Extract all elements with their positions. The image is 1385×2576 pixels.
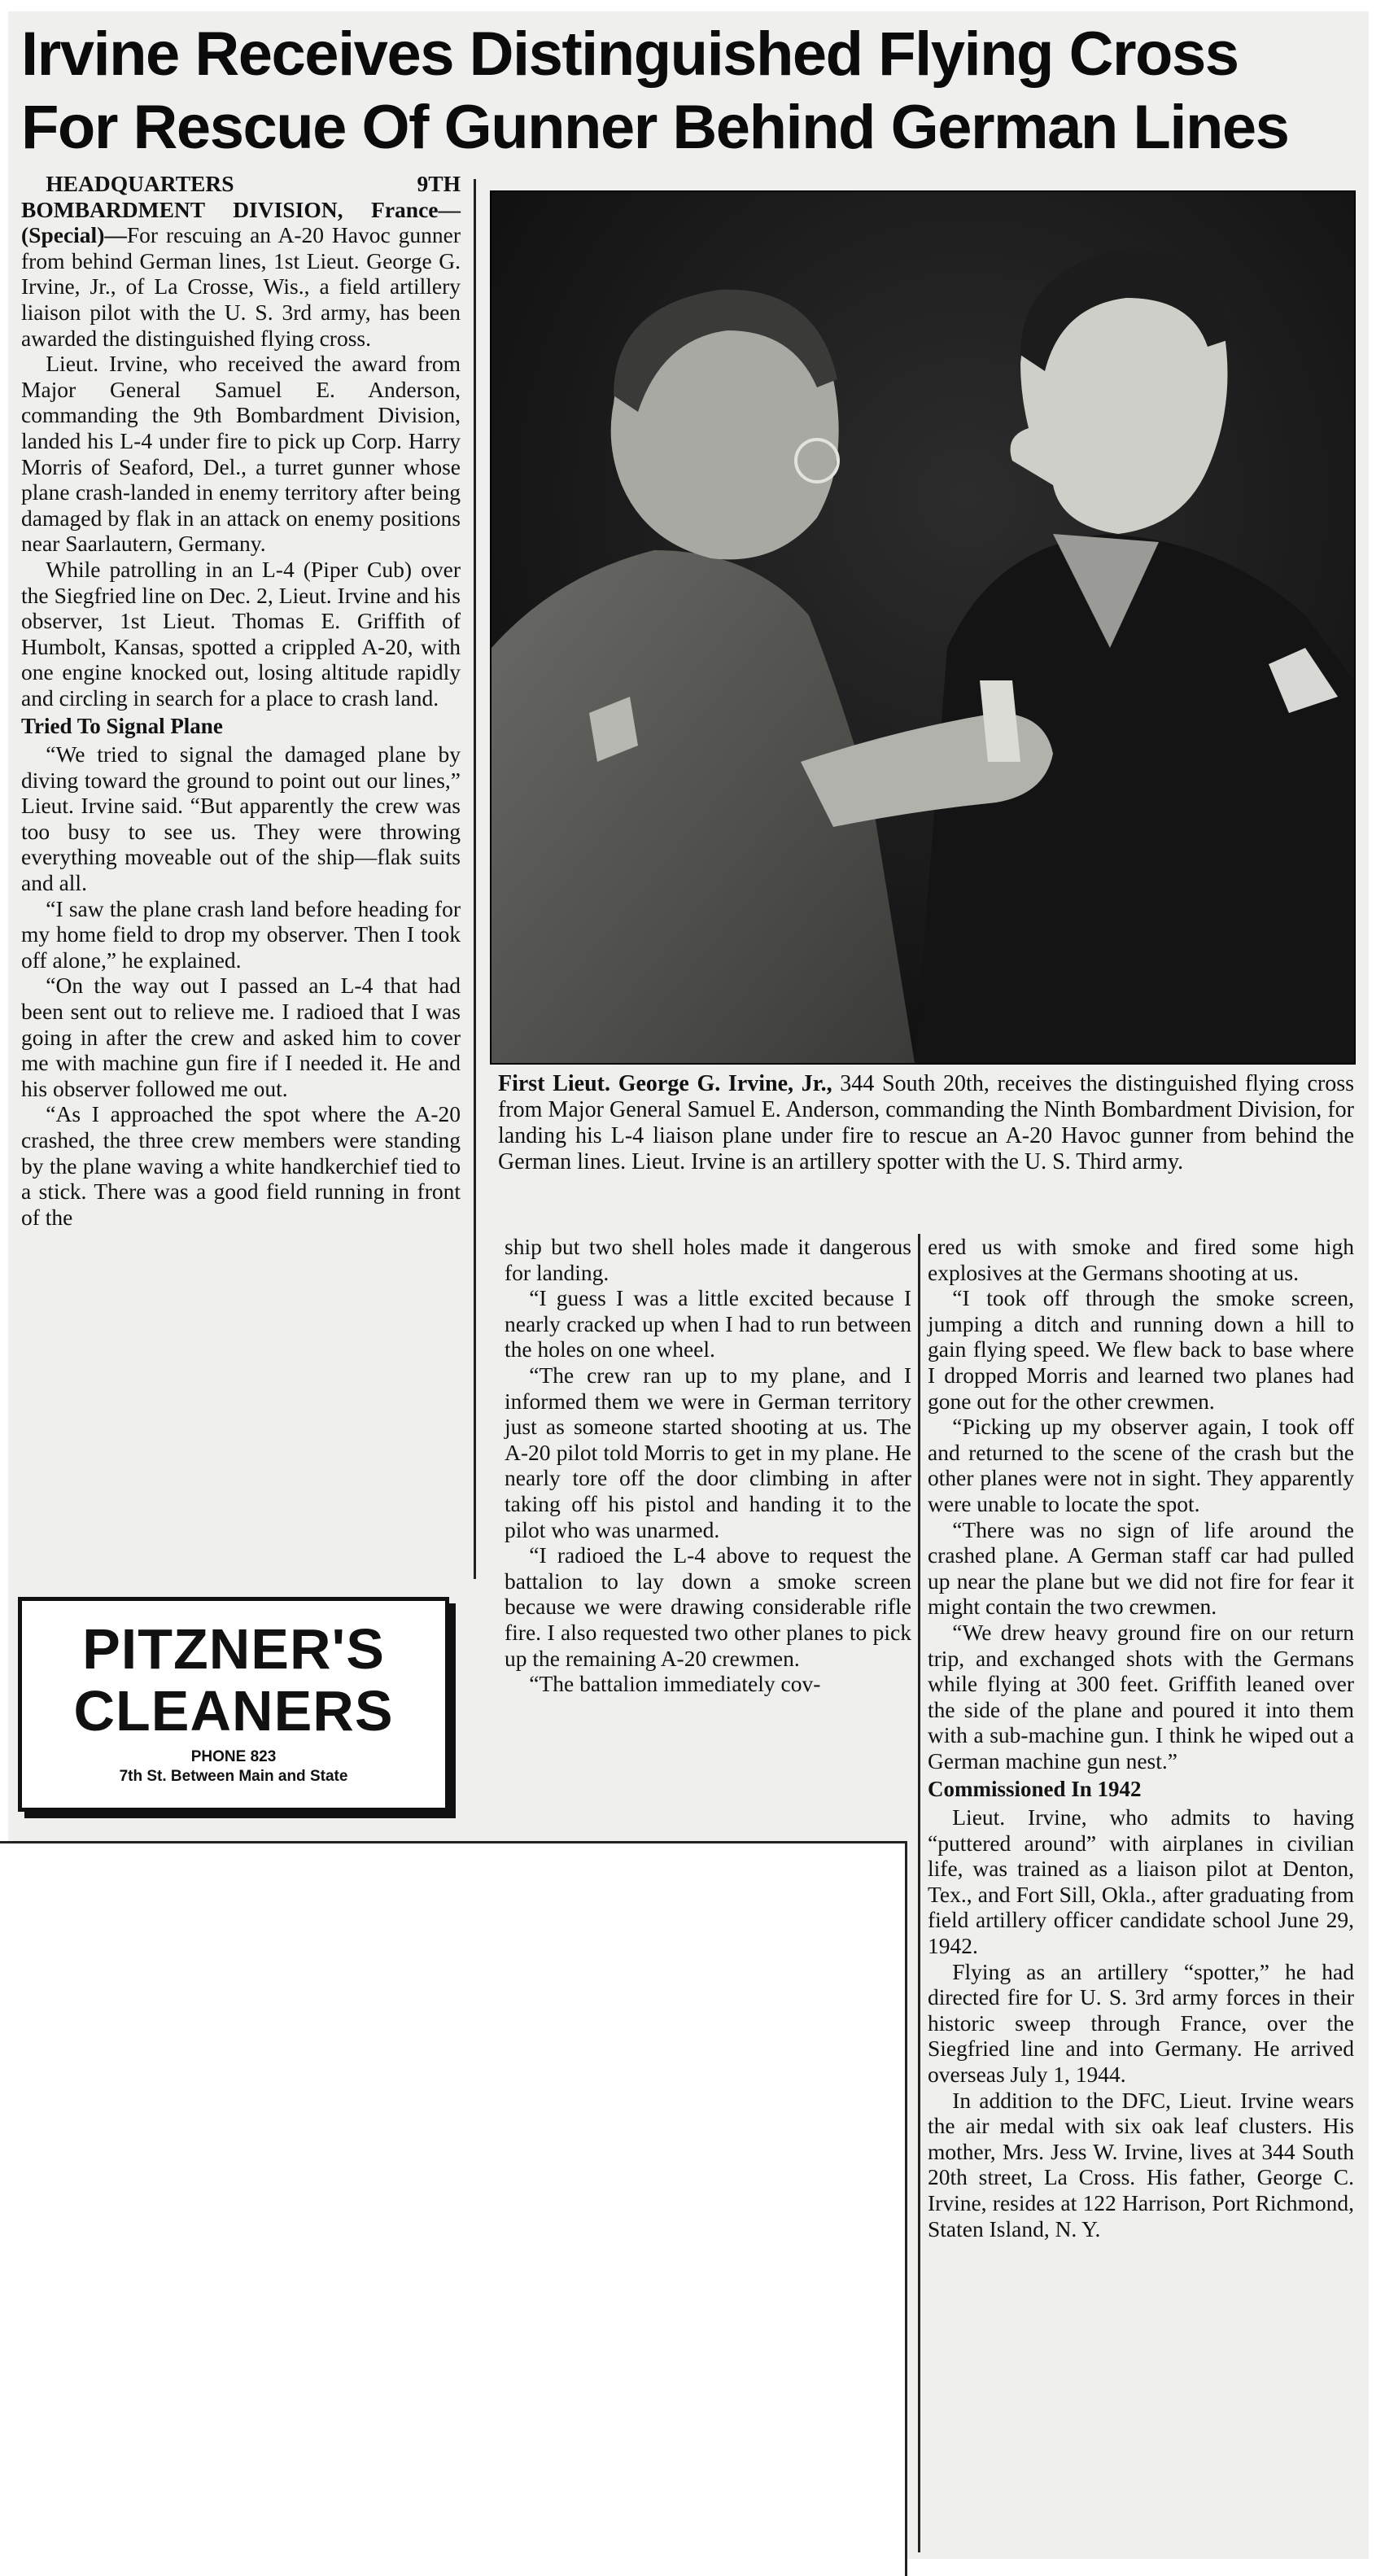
article-paragraph: “I took off through the smoke screen, jumping a ditch and running down a hill to gain flying speed. We flew back to base where I dropped Morris and learned two planes had gone out for the other crewmen. (928, 1285, 1354, 1414)
headline-line-1: Irvine Receives Distinguished Flying Cross (21, 20, 1239, 89)
caption-text: 344 South 20th, receives the distinguished flying cross from Major General Samuel E. Anderson, commanding the Ninth Bombardment Division, for landing his L-4 liaison plane under fire to rescue an A-20 Havoc gunner from behind the German lines. Lieut. Irvine is an artillery spotter with the U. S. Third army. (498, 1071, 1354, 1174)
ad-address: 7th St. Between Main and State (119, 1768, 348, 1785)
column-rule (918, 1234, 920, 2552)
award-photo (490, 190, 1356, 1065)
article-paragraph: In addition to the DFC, Lieut. Irvine wears the air medal with six oak leaf clusters. His mother, Mrs. Jess W. Irvine, lives at 344 South 20th street, La Cross. His father, George C. Irvine, resides at 122 Harrison, Port Richmond, Staten Island, N. Y. (928, 2087, 1354, 2241)
headline (21, 18, 1364, 164)
article-paragraph: “We drew heavy ground fire on our return trip, and exchanged shots with the Germans while flying at 300 feet. Griffith leaned over the side of the plane and poured it into them with a sub-machine gun. I think he wiped out a German machine gun nest.” (928, 1619, 1354, 1773)
photo-caption (498, 1071, 1354, 1175)
article-paragraph: “I radioed the L-4 above to request the battalion to lay down a smoke screen because we were drawing considerable rifle fire. I also requested two other planes to pick up the remaining A-20 crewmen. (505, 1542, 911, 1671)
article-paragraph: “We tried to signal the damaged plane by diving toward the ground to point out our lines,” Lieut. Irvine said. “But apparently the crew was too busy to see us. They were throwing everything moveable out of the ship—flak suits and all. (21, 741, 461, 896)
article-paragraph: “There was no sign of life around the crashed plane. A German staff car had pulled up near the plane but we did not fire for fear it might contain the two crewmen. (928, 1516, 1354, 1620)
article-paragraph: While patrolling in an L-4 (Piper Cub) over the Siegfried line on Dec. 2, Lieut. Irvine and his observer, 1st Lieut. Thomas E. Griffith of Humbolt, Kansas, spotted a crippled A-20, with one engine knocked out, losing altitude rapidly and circling in search for a place to crash land. (21, 556, 461, 711)
column-rule (474, 179, 476, 1579)
article-paragraph: “Picking up my observer again, I took off and returned to the scene of the crash but the other planes were not in sight. They apparently were unable to locate the spot. (928, 1414, 1354, 1516)
ad-name-line-1: PITZNER'S (82, 1617, 385, 1681)
headline-line-2: For Rescue Of Gunner Behind German Lines (21, 93, 1289, 162)
article-paragraph: “As I approached the spot where the A-20 crashed, the three crew members were standing by the plane waving a white handkerchief tied to a stick. There was a good field running in front of the (21, 1101, 461, 1230)
article-paragraph: Flying as an artillery “spotter,” he had directed fire for U. S. 3rd army forces in their historic sweep through France, over the Siegfried line and into Germany. He arrived overseas July 1, 1944. (928, 1958, 1354, 2087)
article-paragraph: “The battalion immediately cov- (529, 1671, 821, 1697)
blank-area (0, 1841, 907, 2576)
article-paragraph: Lieut. Irvine, who admits to having “puttered around” with airplanes in civilian life, was trained as a liaison pilot at Denton, Tex., and Fort Sill, Okla., after graduating from field artillery officer candidate school June 29, 1942. (928, 1804, 1354, 1959)
photo-image (492, 192, 1354, 1063)
article-paragraph: ered us with smoke and fired some high explosives at the Germans shooting at us. (928, 1234, 1354, 1285)
ad-phone: PHONE 823 (190, 1748, 277, 1765)
article-paragraph: “I saw the plane crash land before heading for my home field to drop my observer. Then I took off alone,” he explained. (21, 895, 461, 973)
article-paragraph: Lieut. Irvine, who received the award from Major General Samuel E. Anderson, commanding the 9th Bombardment Division, landed his L-4 under fire to pick up Corp. Harry Morris of Seaford, Del., a turret gunner whose plane crash-landed in enemy territory after being damaged by flak in an attack on enemy positions near Saarlautern, Germany. (21, 351, 461, 557)
pitzners-cleaners-ad (18, 1597, 449, 1812)
article-paragraph: ship but two shell holes made it dangerous for landing. (505, 1234, 911, 1285)
article-column-3 (928, 1234, 1354, 2241)
article-paragraph: “On the way out I passed an L-4 that had been sent out to relieve me. I radioed that I was going in after the crew and asked him to cover me with machine gun fire if I needed it. He and his observer followed me out. (21, 973, 461, 1101)
article-column-2 (505, 1234, 911, 1697)
article-paragraph: For rescuing an A-20 Havoc gunner from behind German lines, 1st Lieut. George G. Irvine, Jr., of La Crosse, Wis., a field artillery liaison pilot with the U. S. 3rd army, has been awarded the distinguished flying cross. (21, 222, 461, 351)
subhead-commissioned: Commissioned In 1942 (928, 1777, 1142, 1802)
subhead-tried-to-signal: Tried To Signal Plane (21, 714, 223, 739)
article-paragraph: “I guess I was a little excited because I nearly cracked up when I had to run between the holes on one wheel. (505, 1285, 911, 1362)
ad-name-line-2: CLEANERS (73, 1679, 394, 1743)
article-paragraph: “The crew ran up to my plane, and I informed them we were in German territory just as someone started shooting at us. The A-20 pilot told Morris to get in my plane. He nearly tore off the door climbing in after taking off his pistol and handing it to the pilot who was unarmed. (505, 1362, 911, 1542)
dateline: HEADQUARTERS 9TH BOMBARDMENT DIVISION, France—(Special)— (21, 171, 461, 248)
caption-lead: First Lieut. George G. Irvine, Jr., (498, 1071, 832, 1096)
article-column-1 (21, 171, 461, 1230)
